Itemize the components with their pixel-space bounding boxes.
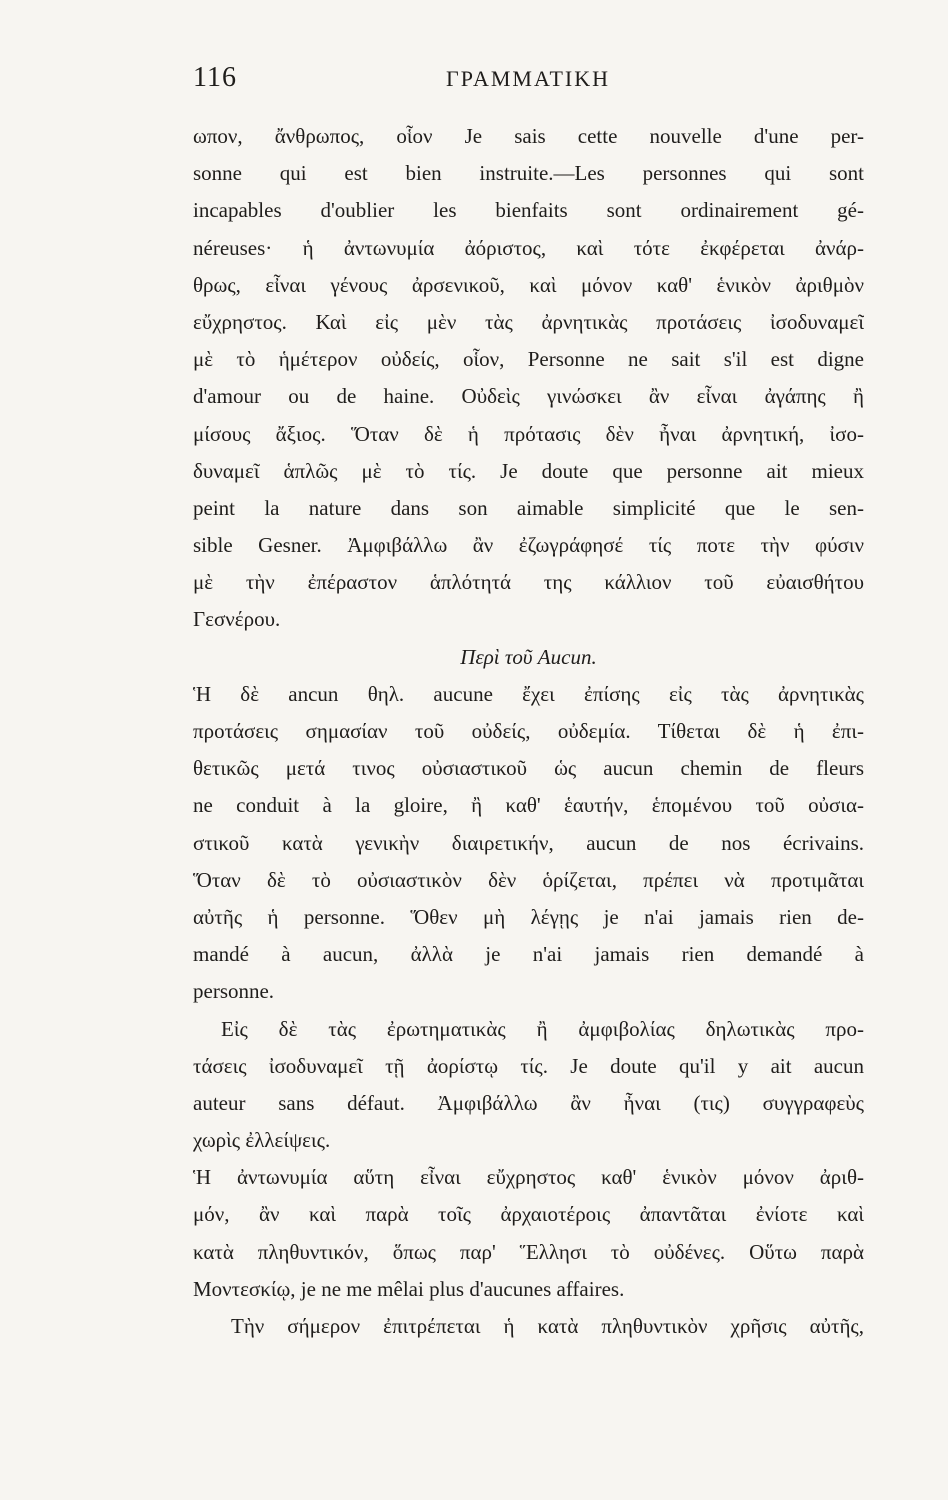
body-text bbox=[193, 118, 864, 1345]
text-line: Μοντεσκίῳ, je ne me mêlai plus d'aucunes affaires. bbox=[193, 1276, 625, 1301]
text-line: auteur sans défaut. Ἀμφιβάλλω ἂν ἦναι (τις) συγγραφεὺς bbox=[193, 1090, 864, 1115]
text-line: αὐτῆς ἡ personne. Ὅθεν μὴ λέγῃς je n'ai jamais rien de- bbox=[193, 904, 864, 929]
text-line: d'amour ou de haine. Οὐδεὶς γινώσκει ἂν εἶναι ἀγάπης ἢ bbox=[193, 384, 864, 409]
text-line: Γεσνέρου. bbox=[193, 607, 281, 632]
text-line: μίσους ἄξιος. Ὅταν δὲ ἡ πρότασις δὲν ἦναι ἀρνητική, ἰσο- bbox=[193, 421, 864, 446]
text-line: δυναμεῖ ἁπλῶς μὲ τὸ τίς. Je doute que personne ait mieux bbox=[193, 458, 864, 483]
text-line: personne. bbox=[193, 979, 275, 1004]
text-line: sible Gesner. Ἀμφιβάλλω ἂν ἐζωγράφησέ τίς ποτε τὴν φύσιν bbox=[193, 533, 864, 558]
text-line: mandé à aucun, ἀλλὰ je n'ai jamais rien demandé à bbox=[193, 942, 864, 967]
text-line: néreuses· ἡ ἀντωνυμία ἀόριστος, καὶ τότε ἐκφέρεται ἀνάρ- bbox=[193, 235, 864, 260]
text-line: προτάσεις σημασίαν τοῦ οὐδείς, οὐδεμία. Τίθεται δὲ ἡ ἐπι- bbox=[193, 719, 864, 743]
text-line: Τὴν σήμερον ἐπιτρέπεται ἡ κατὰ πληθυντικὸν χρῆσις αὐτῆς, bbox=[231, 1314, 864, 1338]
text-line: sonne qui est bien instruite.—Les personnes qui sont bbox=[193, 161, 864, 186]
text-line: μὲ τὸ ἡμέτερον οὐδείς, οἷον, Personne ne sait s'il est digne bbox=[193, 347, 864, 372]
text-line: incapables d'oublier les bienfaits sont ordinairement gé- bbox=[193, 198, 864, 223]
text-line: Ὅταν δὲ τὸ οὐσιαστικὸν δὲν ὁρίζεται, πρέπει νὰ προτιμᾶται bbox=[193, 867, 864, 892]
page-header bbox=[193, 62, 863, 102]
text-line: στικοῦ κατὰ γενικὴν διαιρετικήν, aucun de nos écrivains. bbox=[193, 830, 864, 855]
text-line: μὲ τὴν ἐπέραστον ἁπλότητά της κάλλιον τοῦ εὐαισθήτου bbox=[193, 570, 864, 595]
text-line: Ἡ δὲ ancun θηλ. aucune ἔχει ἐπίσης εἰς τὰς ἀρνητικὰς bbox=[193, 681, 864, 706]
text-line: μόν, ἂν καὶ παρὰ τοῖς ἀρχαιοτέροις ἀπαντᾶται ἐνίοτε καὶ bbox=[193, 1202, 864, 1227]
text-line: ωπον, ἄνθρωπος, οἷον Je sais cette nouvelle d'une per- bbox=[193, 124, 864, 148]
section-heading: Περὶ τοῦ Aucun. bbox=[460, 644, 597, 669]
text-line: Εἰς δὲ τὰς ἐρωτηματικὰς ἢ ἀμφιβολίας δηλωτικὰς προ- bbox=[221, 1016, 864, 1041]
text-line: κατὰ πληθυντικόν, ὅπως παρ' Ἕλλησι τὸ οὐδένες. Οὕτω παρὰ bbox=[193, 1239, 864, 1264]
text-line: Ἡ ἀντωνυμία αὕτη εἶναι εὔχρηστος καθ' ἑνικὸν μόνον ἀριθ- bbox=[193, 1165, 864, 1190]
text-line: τάσεις ἰσοδυναμεῖ τῇ ἀορίστῳ τίς. Je doute qu'il y ait aucun bbox=[193, 1053, 864, 1078]
text-line: θρως, εἶναι γένους ἀρσενικοῦ, καὶ μόνον καθ' ἑνικὸν ἀριθμὸν bbox=[193, 272, 864, 297]
text-line: εὔχρηστος. Καὶ εἰς μὲν τὰς ἀρνητικὰς προτάσεις ἰσοδυναμεῖ bbox=[193, 309, 864, 334]
text-line: peint la nature dans son aimable simplicité que le sen- bbox=[193, 495, 864, 520]
page-number: 116 bbox=[193, 62, 237, 93]
text-line: χωρὶς ἐλλείψεις. bbox=[193, 1128, 331, 1153]
text-line: θετικῶς μετά τινος οὐσιαστικοῦ ὡς aucun chemin de fleurs bbox=[193, 756, 864, 781]
running-head: ΓΡΑΜΜΑΤΙΚΗ bbox=[446, 66, 610, 91]
text-line: ne conduit à la gloire, ἢ καθ' ἑαυτήν, ἑπομένου τοῦ οὐσια- bbox=[193, 793, 864, 818]
